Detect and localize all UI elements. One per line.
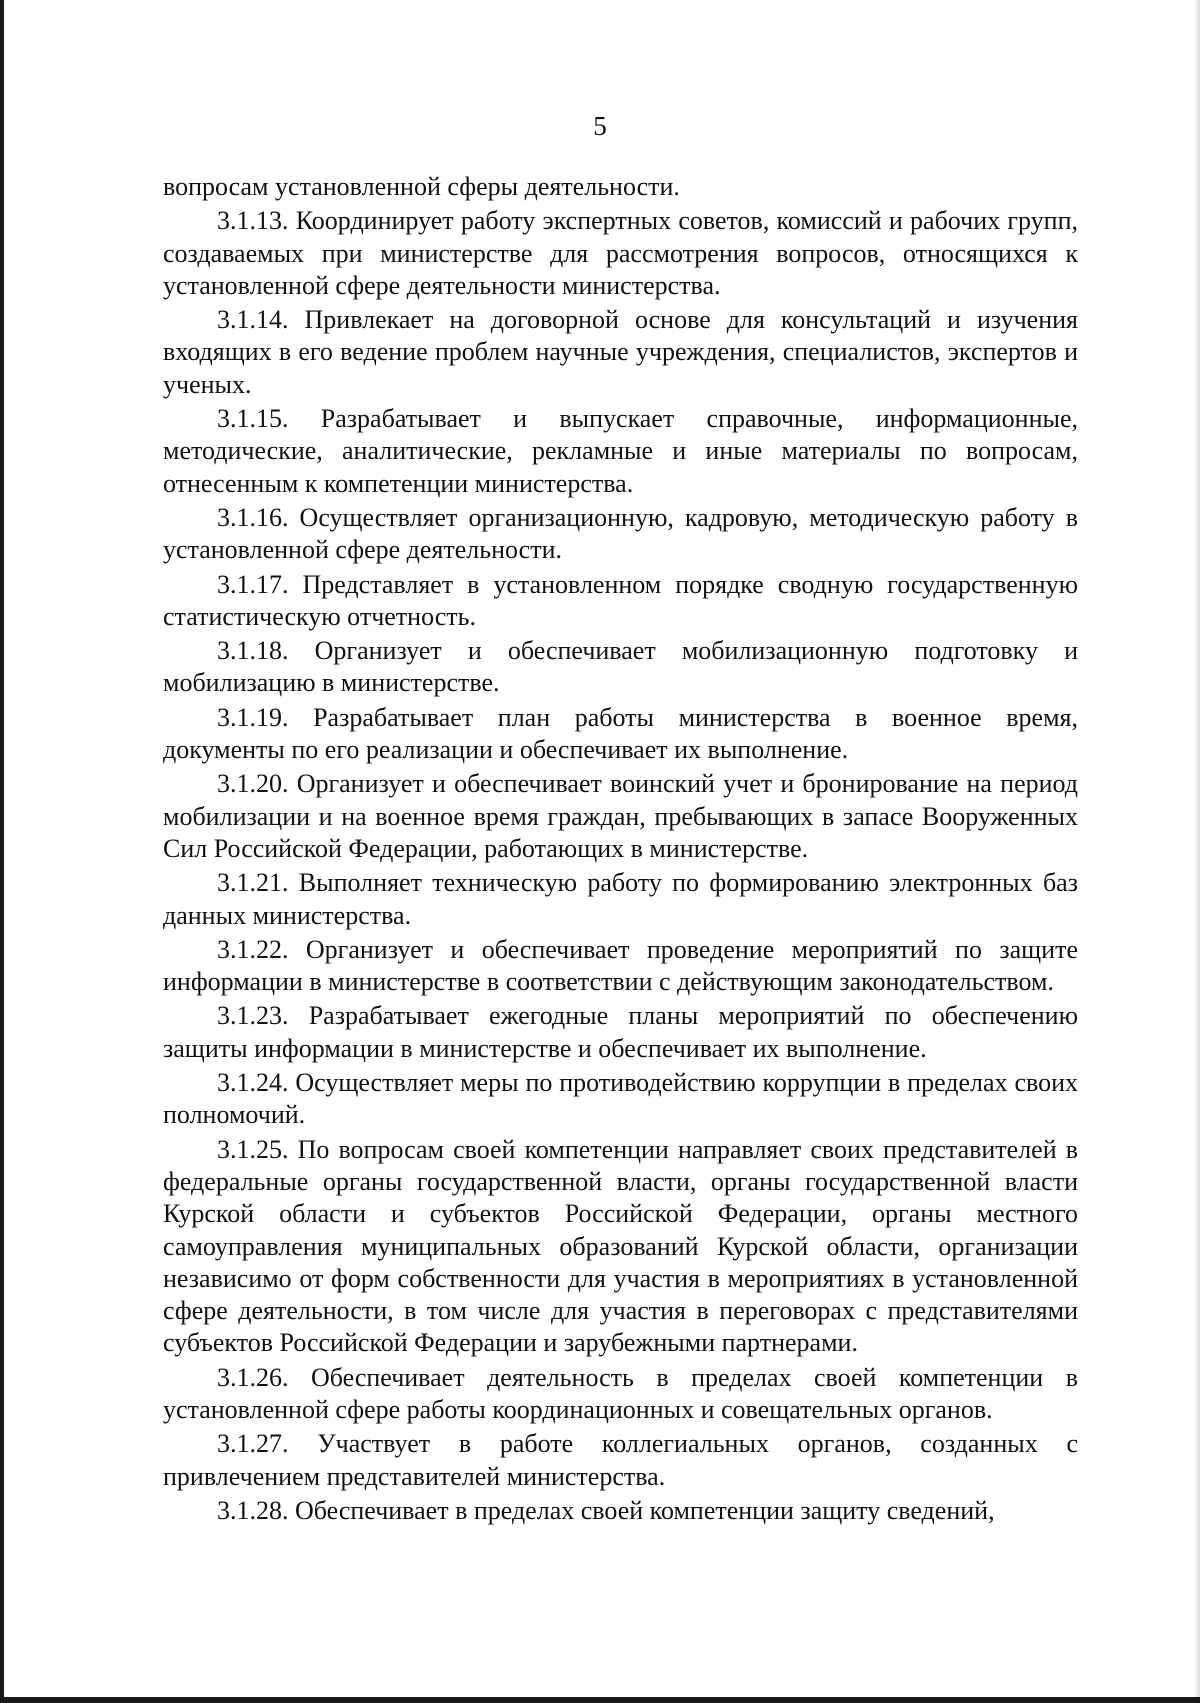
paragraph-3-1-16: 3.1.16. Осуществляет организационную, кадровую, методическую работу в установленной сфере деятельности. [163,502,1078,565]
paragraph-3-1-28: 3.1.28. Обеспечивает в пределах своей компетенции защиту сведений, [217,1495,995,1525]
document-body [163,171,1078,1527]
page-number: 5 [593,111,607,141]
paragraph-3-1-26: 3.1.26. Обеспечивает деятельность в пределах своей компетенции в установленной сфере работы координационных и совещательных органов. [163,1362,1078,1424]
scan-border-right [1194,0,1200,1703]
paragraph-3-1-21: 3.1.21. Выполняет техническую работу по формированию электронных баз данных министерства. [163,868,1078,930]
paragraph-3-1-19: 3.1.19. Разрабатывает план работы министерства в военное время, документы по его реализации и обеспечивает их выполнение. [163,702,1078,765]
paragraph-3-1-17: 3.1.17. Представляет в установленном порядке сводную государственную статистическую отчетность. [163,569,1078,631]
paragraph-3-1-25: 3.1.25. По вопросам своей компетенции направляет своих представителей в федеральные органы государственной власти, органы государственной власти Курской области и субъектов Российской Федерации, органы местного самоуправления муниципальных образований Курской области, организации независимо от форм собственности для участия в мероприятиях в установленной сфере деятельности, в том числе для участия в переговорах с представителями субъектов Российской Федерации и зарубежными партнерами. [163,1134,1078,1358]
scan-border-left [0,0,4,1703]
paragraph-3-1-13: 3.1.13. Координирует работу экспертных советов, комиссий и рабочих групп, создаваемых при министерстве для рассмотрения вопросов, относящихся к установленной сфере деятельности министерства. [163,206,1078,300]
paragraph-3-1-18: 3.1.18. Организует и обеспечивает мобилизационную подготовку и мобилизацию в министерстве. [163,636,1078,698]
scan-border-bottom [0,1697,1200,1703]
paragraph-3-1-24: 3.1.24. Осуществляет меры по противодействию коррупции в пределах своих полномочий. [163,1068,1078,1130]
paragraph-3-1-23: 3.1.23. Разрабатывает ежегодные планы мероприятий по обеспечению защиты информации в министерстве и обеспечивает их выполнение. [163,1001,1078,1063]
paragraph-3-1-27: 3.1.27. Участвует в работе коллегиальных органов, созданных с привлечением представителей министерства. [163,1429,1078,1491]
paragraph-3-1-15: 3.1.15. Разрабатывает и выпускает справочные, информационные, методические, аналитические, рекламные и иные материалы по вопросам, отнесенным к компетенции министерства. [163,404,1078,498]
paragraph-3-1-22: 3.1.22. Организует и обеспечивает проведение мероприятий по защите информации в министерстве в соответствии с действующим законодательством. [163,934,1078,997]
paragraph-3-1-14: 3.1.14. Привлекает на договорной основе для консультаций и изучения входящих в его ведение проблем научные учреждения, специалистов, экспертов и ученых. [163,305,1078,399]
paragraph-continuation: вопросам установленной сферы деятельности. [163,172,680,201]
paragraph-3-1-20: 3.1.20. Организует и обеспечивает воинский учет и бронирование на период мобилизации и на военное время граждан, пребывающих в запасе Вооруженных Сил Российской Федерации, работающих в министерстве. [163,769,1078,863]
